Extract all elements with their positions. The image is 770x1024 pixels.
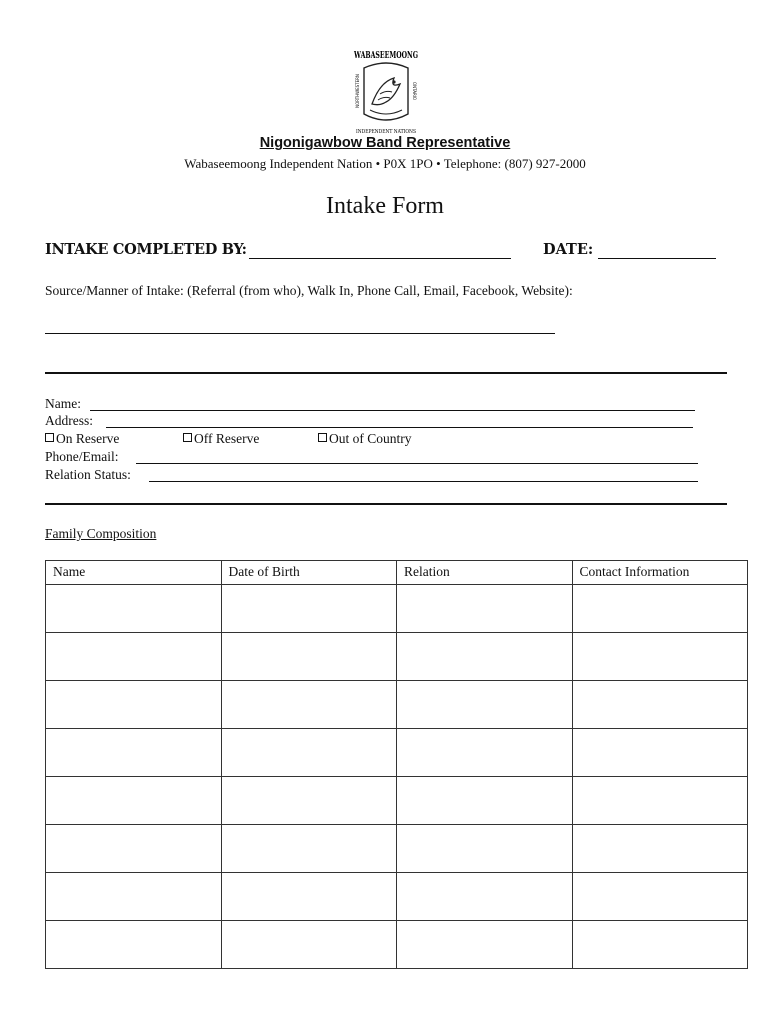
table-cell[interactable] (397, 585, 573, 633)
table-cell[interactable] (572, 825, 748, 873)
org-title: Nigonigawbow Band Representative (259, 135, 511, 151)
off-reserve-label: Off Reserve (194, 431, 260, 446)
address-line[interactable] (106, 427, 693, 428)
completed-by-line[interactable] (249, 258, 511, 259)
table-row (46, 921, 748, 969)
off-reserve-checkbox[interactable] (183, 433, 192, 442)
table-row (46, 873, 748, 921)
table-cell[interactable] (572, 777, 748, 825)
name-field-label: Name: (45, 396, 81, 411)
phone-email-field-label: Phone/Email: (45, 449, 119, 464)
table-header-row (46, 561, 748, 585)
table-cell[interactable] (397, 729, 573, 777)
table-row (46, 729, 748, 777)
table-cell[interactable] (46, 681, 222, 729)
table-row (46, 777, 748, 825)
form-title: Intake Form (326, 193, 444, 219)
table-cell[interactable] (221, 681, 397, 729)
name-line[interactable] (90, 410, 695, 411)
table-cell[interactable] (221, 777, 397, 825)
table-cell[interactable] (221, 585, 397, 633)
off-reserve-option[interactable] (183, 431, 259, 446)
out-of-country-option[interactable] (318, 431, 412, 446)
date-line[interactable] (598, 258, 716, 259)
family-composition-title: Family Composition (45, 526, 157, 541)
on-reserve-option[interactable] (45, 431, 119, 446)
table-cell[interactable] (572, 873, 748, 921)
completed-by-label: INTAKE COMPLETED BY: (45, 241, 247, 258)
on-reserve-checkbox[interactable] (45, 433, 54, 442)
table-cell[interactable] (46, 825, 222, 873)
table-cell[interactable] (221, 873, 397, 921)
table-cell[interactable] (46, 585, 222, 633)
col-contact-header: Contact Information (572, 561, 748, 585)
family-composition-table (45, 560, 748, 969)
out-of-country-checkbox[interactable] (318, 433, 327, 442)
table-cell[interactable] (46, 873, 222, 921)
table-row (46, 633, 748, 681)
table-row (46, 825, 748, 873)
out-of-country-label: Out of Country (329, 431, 412, 446)
table-cell[interactable] (46, 729, 222, 777)
col-relation-header: Relation (397, 561, 573, 585)
table-cell[interactable] (397, 681, 573, 729)
table-cell[interactable] (46, 777, 222, 825)
table-cell[interactable] (397, 633, 573, 681)
source-line[interactable] (45, 333, 555, 334)
table-cell[interactable] (46, 921, 222, 969)
table-cell[interactable] (46, 633, 222, 681)
eagle-seal-icon (350, 44, 422, 136)
table-row (46, 681, 748, 729)
table-cell[interactable] (572, 921, 748, 969)
col-dob-header: Date of Birth (221, 561, 397, 585)
table-cell[interactable] (572, 633, 748, 681)
logo-text-top: WABASEEMOONG (353, 51, 418, 61)
address-field-label: Address: (45, 413, 93, 428)
table-cell[interactable] (221, 633, 397, 681)
table-cell[interactable] (397, 921, 573, 969)
relation-status-field-label: Relation Status: (45, 467, 131, 482)
logo-text-right: ONTARIO (412, 81, 417, 101)
date-label: DATE: (543, 241, 594, 258)
on-reserve-label: On Reserve (56, 431, 120, 446)
col-name-header: Name (46, 561, 222, 585)
table-cell[interactable] (397, 825, 573, 873)
relation-status-line[interactable] (149, 481, 698, 482)
table-cell[interactable] (397, 873, 573, 921)
phone-email-line[interactable] (136, 463, 698, 464)
org-subtitle: Wabaseemoong Independent Nation • P0X 1PO • Telephone: (807) 927-2000 (184, 156, 586, 171)
source-label: Source/Manner of Intake: (Referral (from who), Walk In, Phone Call, Email, Facebook, Website): (45, 283, 573, 298)
table-row (46, 585, 748, 633)
logo-text-bottom: INDEPENDENT NATIONS (356, 129, 417, 135)
table-cell[interactable] (221, 729, 397, 777)
section-divider-top (45, 372, 727, 374)
section-divider-bottom (45, 503, 727, 505)
table-cell[interactable] (572, 585, 748, 633)
table-cell[interactable] (572, 681, 748, 729)
table-cell[interactable] (221, 825, 397, 873)
logo-text-left: NORTHWESTERN (355, 74, 360, 108)
table-cell[interactable] (572, 729, 748, 777)
table-cell[interactable] (397, 777, 573, 825)
band-logo (350, 44, 422, 136)
table-cell[interactable] (221, 921, 397, 969)
